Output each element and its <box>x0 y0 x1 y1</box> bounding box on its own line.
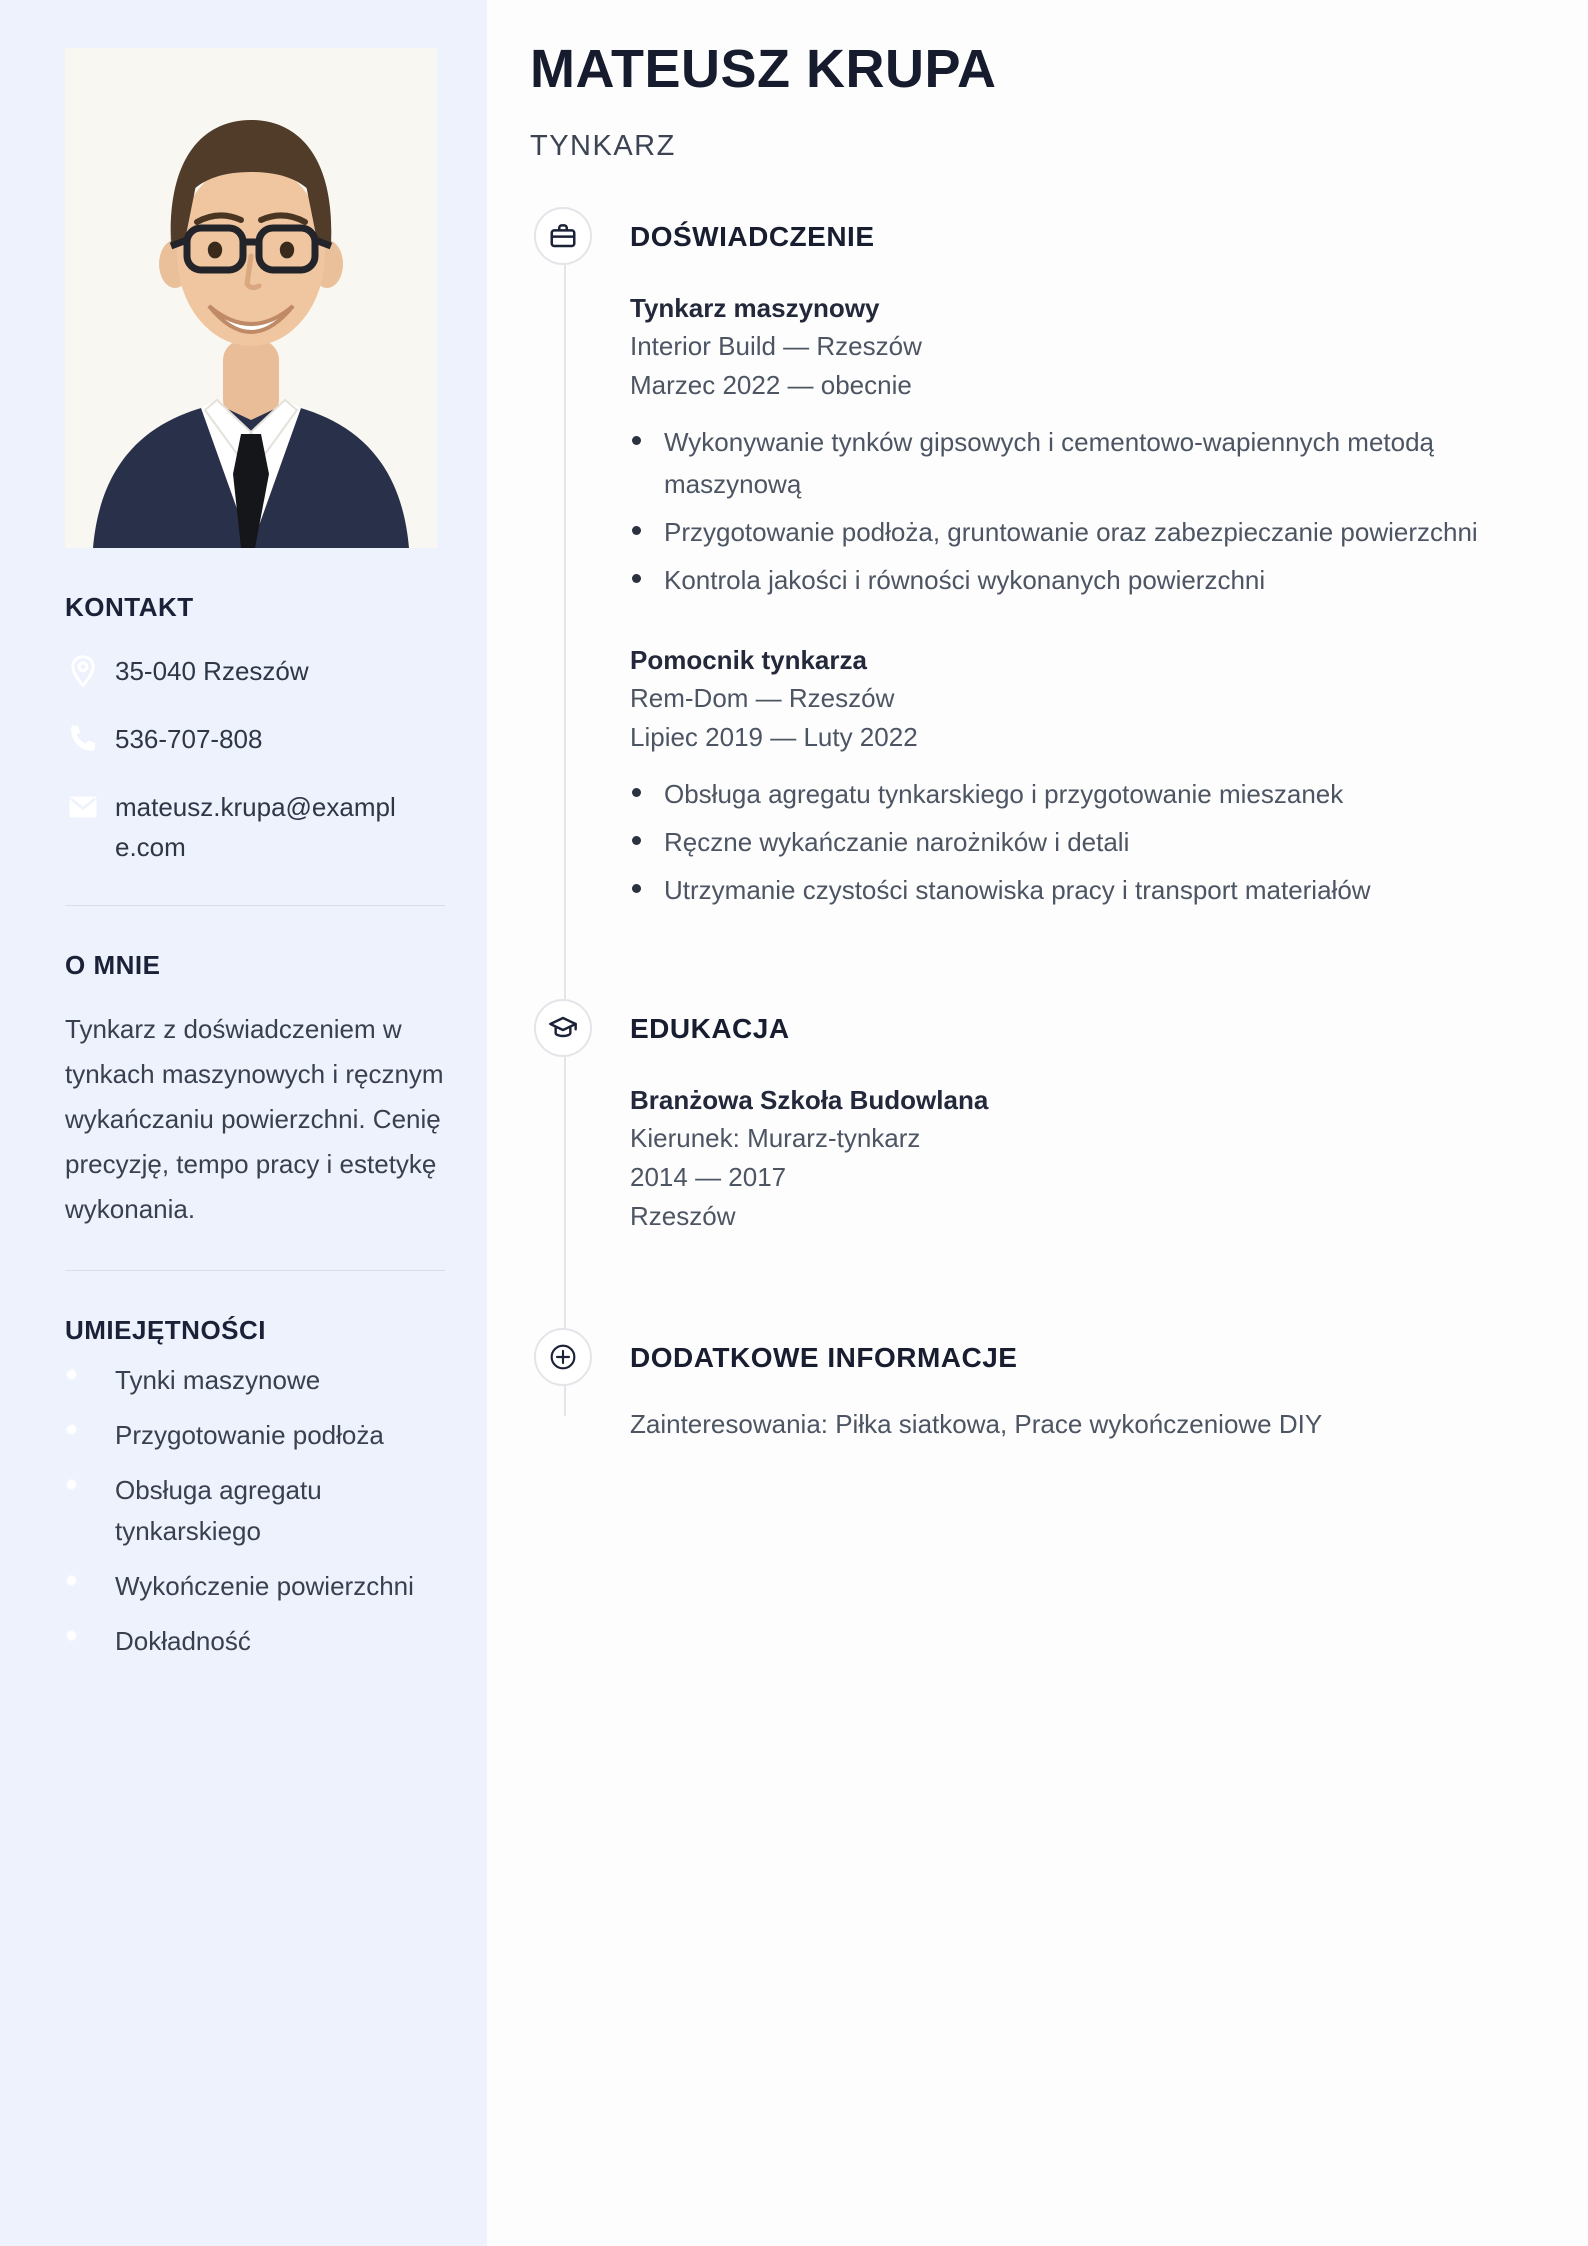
job-company: Rem-Dom — Rzeszów <box>630 683 895 713</box>
skill-item <box>65 1470 451 1552</box>
bullet-dot-icon <box>67 1631 76 1640</box>
location-pin-icon <box>65 653 101 689</box>
skill-label: Tynki maszynowe <box>115 1365 321 1395</box>
contact-heading: KONTAKT <box>65 592 194 622</box>
portrait-illustration <box>65 48 437 548</box>
job-title: Tynkarz maszynowy <box>630 293 880 323</box>
job-entry <box>630 641 1518 911</box>
skill-label: Przygotowanie podłoża <box>115 1420 384 1450</box>
section-additional-info <box>530 1336 1518 1444</box>
sidebar-divider <box>65 905 445 906</box>
skill-item <box>65 1415 451 1456</box>
experience-heading: DOŚWIADCZENIE <box>630 221 875 252</box>
education-heading: EDUKACJA <box>630 1013 790 1044</box>
envelope-icon <box>65 789 101 825</box>
contact-address: 35-040 Rzeszów <box>115 656 309 686</box>
field-of-study: Kierunek: Murarz-tynkarz <box>630 1123 921 1153</box>
job-dates: Marzec 2022 — obecnie <box>630 370 912 400</box>
skill-label: Obsługa agregatu tynkarskiego <box>115 1475 322 1546</box>
contact-item-email <box>65 787 445 867</box>
job-bullet: Utrzymanie czystości stanowiska pracy i transport materiałów <box>630 869 1518 911</box>
school-name: Branżowa Szkoła Budowlana <box>630 1085 989 1115</box>
bullet-dot-icon <box>67 1480 76 1489</box>
job-bullet: Ręczne wykańczanie narożników i detali <box>630 821 1518 863</box>
job-bullet: Przygotowanie podłoża, gruntowanie oraz zabezpieczanie powierzchni <box>630 511 1518 553</box>
bullet-dot-icon <box>67 1370 76 1379</box>
graduation-cap-icon <box>547 1012 579 1044</box>
timeline <box>530 215 1518 1444</box>
job-title: Pomocnik tynkarza <box>630 645 867 675</box>
job-company: Interior Build — Rzeszów <box>630 331 922 361</box>
contact-item-address <box>65 651 445 691</box>
education-dates: 2014 — 2017 <box>630 1162 787 1192</box>
job-bullet: Kontrola jakości i równości wykonanych powierzchni <box>630 559 1518 601</box>
skill-label: Wykończenie powierzchni <box>115 1571 414 1601</box>
skill-label: Dokładność <box>115 1626 251 1656</box>
interests-text: Zainteresowania: Piłka siatkowa, Prace wykończeniowe DIY <box>630 1409 1323 1439</box>
timeline-node <box>534 999 592 1057</box>
timeline-node <box>534 1328 592 1386</box>
job-bullet: Wykonywanie tynków gipsowych i cementowo-wapiennych metodą maszynową <box>630 421 1518 505</box>
contact-list <box>65 651 445 867</box>
about-heading: O MNIE <box>65 950 161 980</box>
timeline-node <box>534 207 592 265</box>
contact-phone: 536-707-808 <box>115 724 263 754</box>
skills-list <box>65 1360 445 1662</box>
sidebar-divider <box>65 1270 445 1271</box>
about-text: Tynkarz z doświadczeniem w tynkach maszynowych i ręcznym wykańczaniu powierzchni. Cenię precyzję, tempo pracy i estetykę wykonania. <box>65 1014 444 1224</box>
briefcase-icon <box>548 221 578 251</box>
contact-email: mateusz.krupa@example.com <box>115 792 396 862</box>
job-entry <box>630 289 1518 601</box>
skill-item <box>65 1360 451 1401</box>
page-title: MATEUSZ KRUPA <box>530 39 997 99</box>
education-location: Rzeszów <box>630 1201 736 1231</box>
job-bullets <box>630 773 1518 911</box>
job-bullets <box>630 421 1518 601</box>
bullet-dot-icon <box>67 1425 76 1434</box>
contact-item-phone <box>65 719 445 759</box>
education-entry <box>630 1081 1518 1236</box>
skill-item <box>65 1566 451 1607</box>
job-title-subtitle: TYNKARZ <box>530 130 676 162</box>
phone-icon <box>65 721 101 757</box>
main-content <box>487 0 1588 1444</box>
profile-photo <box>65 48 437 548</box>
skill-item <box>65 1621 451 1662</box>
section-experience <box>530 215 1518 911</box>
additional-info-heading: DODATKOWE INFORMACJE <box>630 1342 1018 1373</box>
plus-circle-icon <box>547 1341 579 1373</box>
section-education <box>530 1007 1518 1236</box>
job-dates: Lipiec 2019 — Luty 2022 <box>630 722 918 752</box>
skills-heading: UMIEJĘTNOŚCI <box>65 1315 267 1345</box>
job-bullet: Obsługa agregatu tynkarskiego i przygotowanie mieszanek <box>630 773 1518 815</box>
sidebar <box>0 0 487 2246</box>
bullet-dot-icon <box>67 1576 76 1585</box>
